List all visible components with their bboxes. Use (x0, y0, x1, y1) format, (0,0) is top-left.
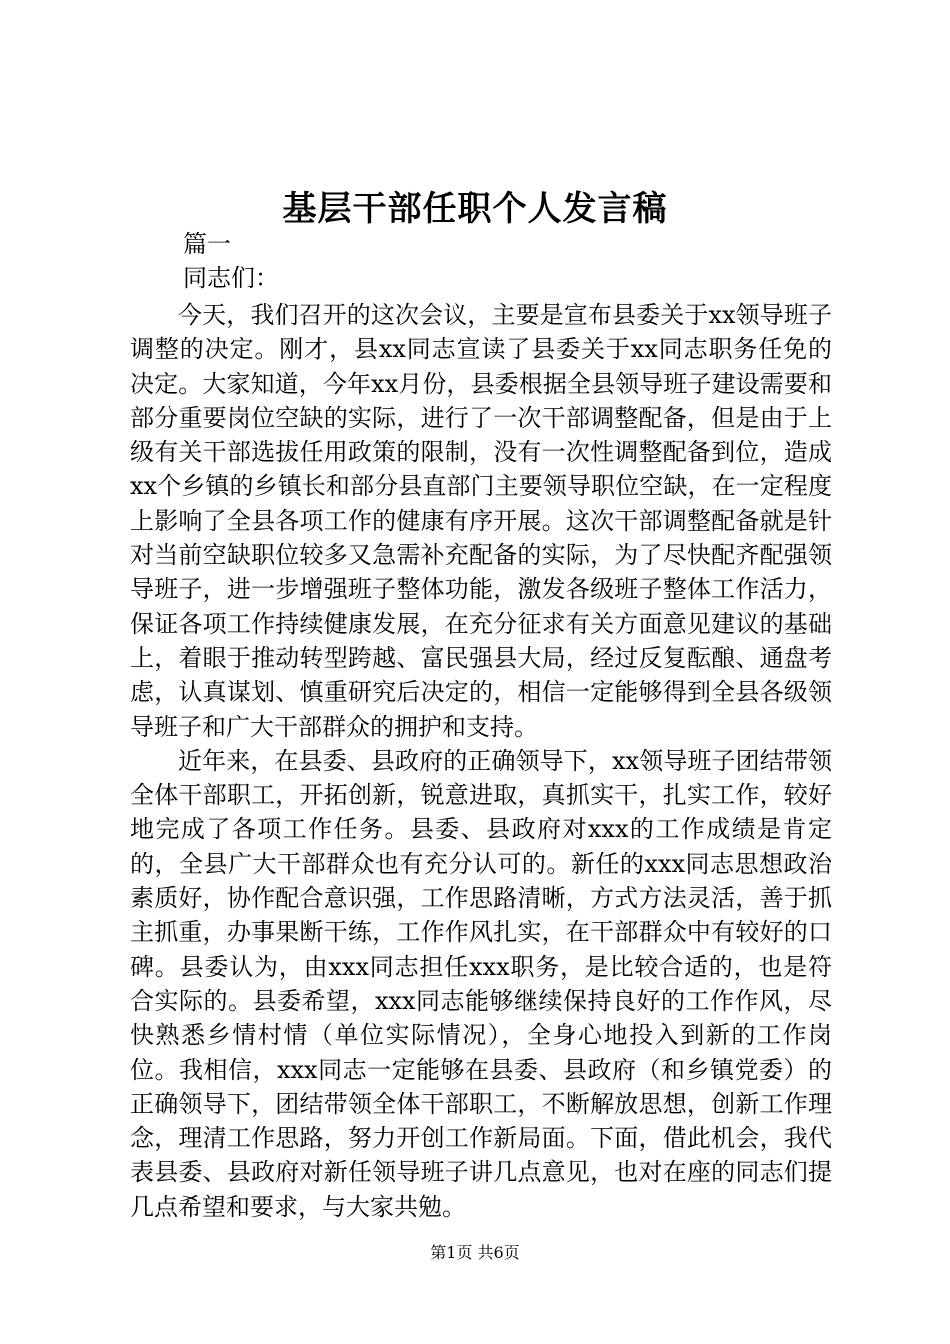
document-body (130, 298, 832, 1224)
section-label: 篇一 (183, 230, 231, 258)
paragraph: 今天，我们召开的这次会议，主要是宣布县委关于xx领导班子调整的决定。刚才，县xx同志宣读了县委关于xx同志职务任免的决定。大家知道，今年xx月份，县委根据全县领导班子建设需要和部分重要岗位空缺的实际，进行了一次干部调整配备，但是由于上级有关干部选拔任用政策的限制，没有一次性调整配备到位，造成xx个乡镇的乡镇长和部分县直部门主要领导职位空缺，在一定程度上影响了全县各项工作的健康有序开展。这次干部调整配备就是针对当前空缺职位较多又急需补充配备的实际，为了尽快配齐配强领导班子，进一步增强班子整体功能，激发各级班子整体工作活力，保证各项工作持续健康发展，在充分征求有关方面意见建议的基础上，着眼于推动转型跨越、富民强县大局，经过反复酝酿、通盘考虑，认真谋划、慎重研究后决定的，相信一定能够得到全县各级领导班子和广大干部群众的拥护和支持。 (130, 301, 832, 741)
paragraph: 近年来，在县委、县政府的正确领导下，xx领导班子团结带领全体干部职工，开拓创新，锐意进取，真抓实干，扎实工作，较好地完成了各项工作任务。县委、县政府对xxx的工作成绩是肯定的，全县广大干部群众也有充分认可的。新任的xxx同志思想政治素质好，协作配合意识强，工作思路清晰，方式方法灵活，善于抓主抓重，办事果断干练，工作作风扎实，在干部群众中有较好的口碑。县委认为，由xxx同志担任xxx职务，是比较合适的，也是符合实际的。县委希望，xxx同志能够继续保持良好的工作作风，尽快熟悉乡情村情（单位实际情况），全身心地投入到新的工作岗位。我相信，xxx同志一定能够在县委、县政府（和乡镇党委）的正确领导下，团结带领全体干部职工，不断解放思想，创新工作理念，理清工作思路，努力开创工作新局面。下面，借此机会，我代表县委、县政府对新任领导班子讲几点意见，也对在座的同志们提几点希望和要求，与大家共勉。 (130, 746, 832, 1221)
page-footer: 第1页 共6页 (430, 1243, 520, 1262)
document-title: 基层干部任职个人发言稿 (282, 189, 668, 229)
salutation: 同志们： (183, 264, 279, 292)
